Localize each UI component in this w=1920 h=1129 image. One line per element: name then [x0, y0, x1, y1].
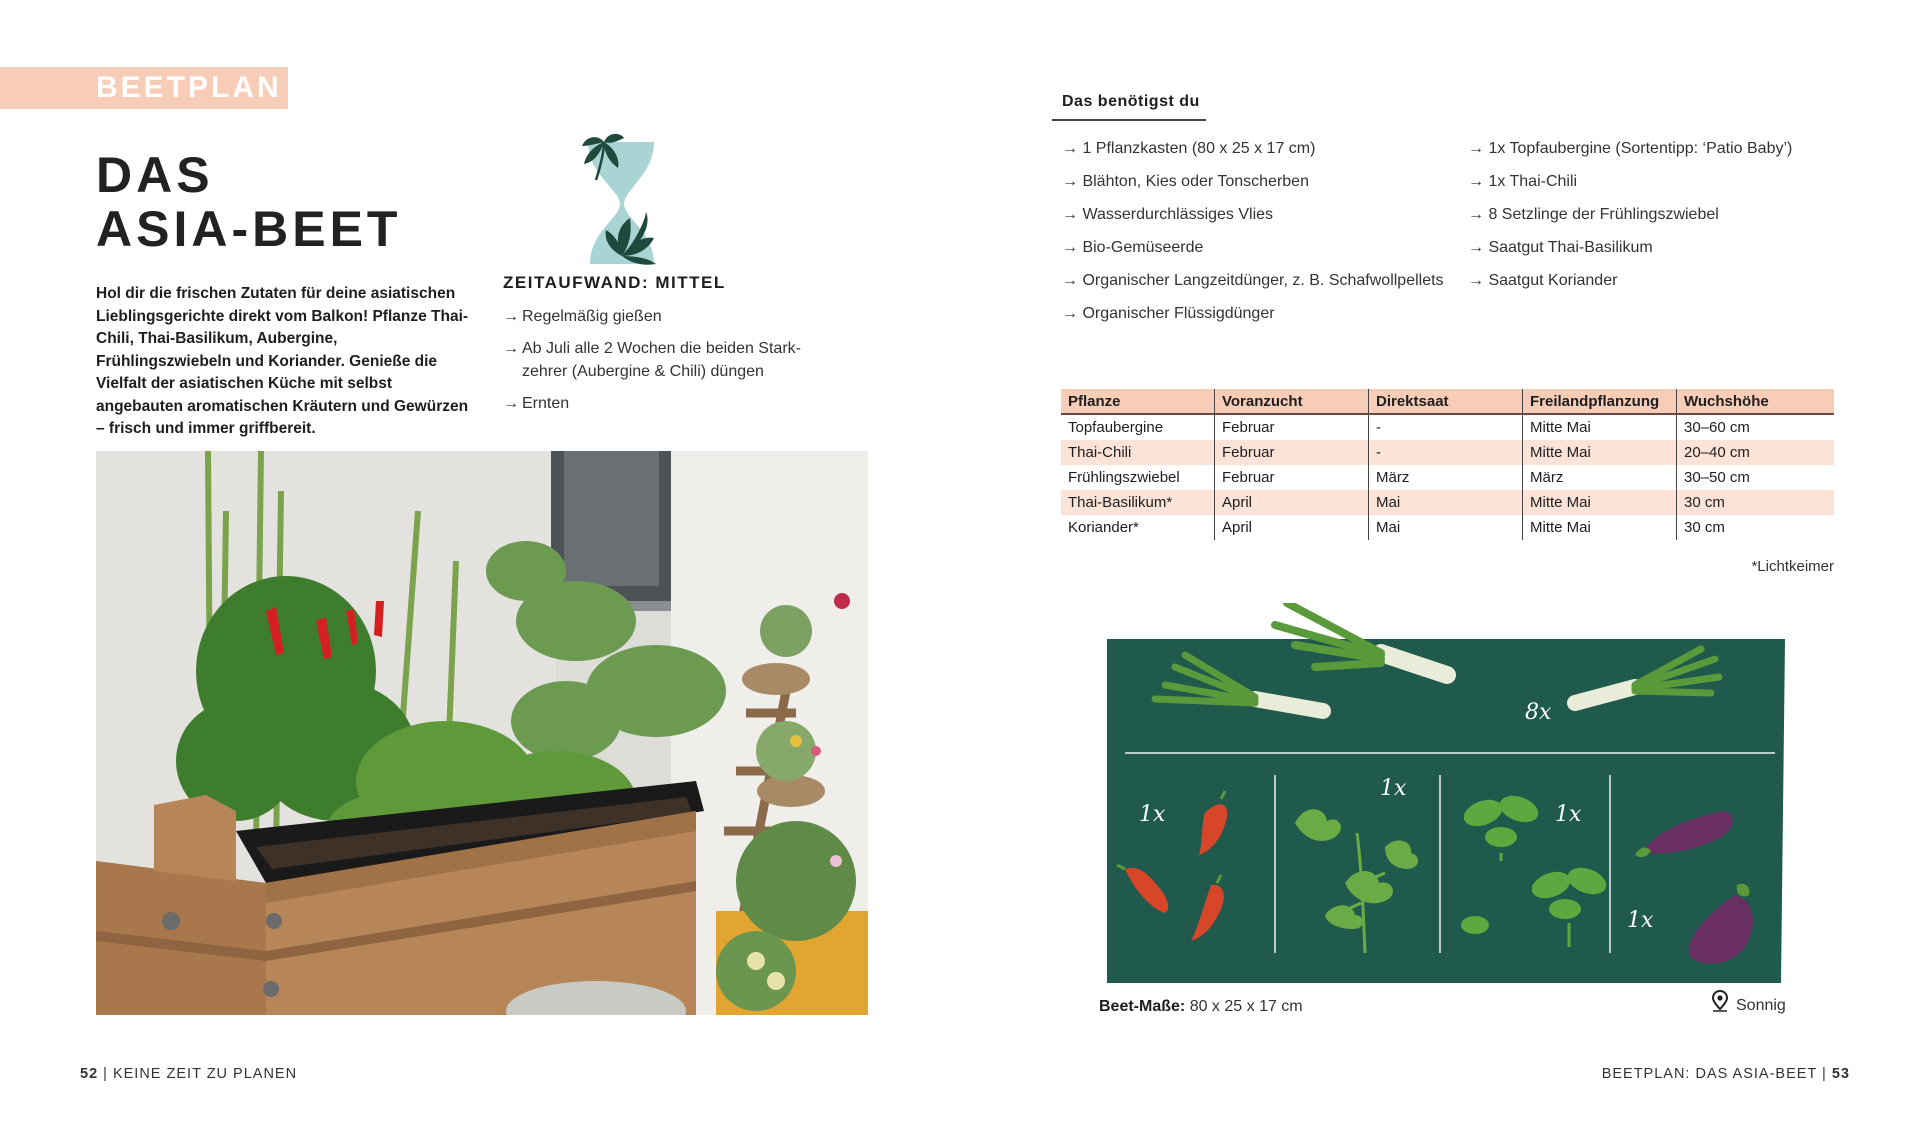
table-row [1061, 440, 1834, 465]
table-cell: 30 cm [1677, 515, 1835, 540]
folio-text: KEINE ZEIT ZU PLANEN [112, 1066, 298, 1082]
table-row [1061, 490, 1834, 515]
list-item: → Saatgut Koriander [1468, 272, 1792, 305]
col-header: Pflanze [1061, 389, 1215, 414]
table-cell: 20–40 cm [1677, 440, 1835, 465]
list-item: → Ernten [503, 392, 833, 415]
sun-location [1712, 990, 1786, 1015]
list-item: → Organischer Flüssigdünger [1062, 305, 1444, 338]
list-item: → 8 Setzlinge der Frühlingszwiebel [1468, 206, 1792, 239]
section-tag [0, 67, 288, 109]
col-header: Voranzucht [1215, 389, 1369, 414]
table-cell: - [1369, 414, 1523, 440]
plant-table [1061, 389, 1834, 540]
list-item: → 1 Pflanzkasten (80 x 25 x 17 cm) [1062, 140, 1444, 173]
list-item: → Organischer Langzeitdünger, z. B. Schafwollpellets [1062, 272, 1444, 305]
list-item: → Ab Juli alle 2 Wochen die beiden Stark-zehrer (Aubergine & Chili) düngen [503, 337, 833, 383]
table-cell: Frühlingszwiebel [1068, 469, 1180, 486]
page-number: 53 [1831, 1066, 1850, 1082]
table-cell: Mitte Mai [1523, 515, 1677, 540]
list-item: → 1x Topfaubergine (Sortentipp: ‘Patio Baby’) [1468, 140, 1792, 173]
table-cell: Mitte Mai [1523, 414, 1677, 440]
bed-plan-illustration [1095, 603, 1795, 983]
table-cell: Februar [1215, 440, 1369, 465]
list-item: → Regelmäßig gießen [503, 305, 833, 328]
table-cell: Koriander* [1068, 519, 1139, 536]
location-pin-icon [1712, 990, 1728, 1012]
table-cell: Mai [1369, 515, 1523, 540]
col-header: Direktsaat [1369, 389, 1523, 414]
bed-dimensions [1099, 998, 1303, 1016]
page-title [96, 148, 476, 256]
table-cell: - [1369, 440, 1523, 465]
table-row [1061, 414, 1834, 440]
list-item: → Saatgut Thai-Basilikum [1468, 239, 1792, 272]
sun-label: Sonnig [1736, 997, 1786, 1014]
table-cell: Mitte Mai [1523, 440, 1677, 465]
table-cell: Mitte Mai [1523, 490, 1677, 515]
col-header: Freilandpflanzung [1523, 389, 1677, 414]
list-item: → Blähton, Kies oder Tonscherben [1062, 173, 1444, 206]
table-cell: April [1215, 515, 1369, 540]
table-footnote: *Lichtkeimer [1751, 558, 1834, 575]
section-tag-label: BEETPLAN [96, 71, 282, 104]
table-cell: April [1215, 490, 1369, 515]
table-cell: Topfaubergine [1068, 419, 1164, 436]
materials-heading: Das benötigst du [1062, 93, 1200, 110]
table-cell: März [1523, 465, 1677, 490]
title-line-1: DAS [96, 147, 214, 203]
intro-text: Hol dir die frischen Zutaten für deine asiatischen Lieblingsgerichte direkt vom Balkon! Pflanze Thai-Chili, Thai-Basilikum, Aubergine, Frühlingszwiebeln und Koriander. Genieße die Vielfalt der asiatischen Küche mit selbst angebauten aromatischen Kräutern und Gewürzen – frisch und immer griffbereit. [96, 285, 469, 437]
page-number: 52 [80, 1066, 99, 1082]
coriander-count-label: 1x [1380, 776, 1407, 801]
table-cell: Thai-Basilikum* [1061, 490, 1215, 515]
table-cell: 30–60 cm [1677, 414, 1835, 440]
list-item: → Wasserdurchlässiges Vlies [1062, 206, 1444, 239]
eggplant-count-label: 1x [1627, 908, 1654, 933]
list-item: → 1x Thai-Chili [1468, 173, 1792, 206]
bed-dims-value: 80 x 25 x 17 cm [1189, 998, 1303, 1015]
basil-count-label: 1x [1555, 802, 1582, 827]
list-item: → Bio-Gemüseerde [1062, 239, 1444, 272]
bed-dims-label: Beet-Maße: [1099, 998, 1186, 1015]
table-header-row [1061, 389, 1834, 414]
zeitaufwand-title: ZEITAUFWAND: MITTEL [503, 273, 726, 292]
title-line-2: ASIA-BEET [96, 201, 402, 257]
zeitaufwand-list [503, 305, 833, 424]
table-row [1061, 515, 1834, 540]
table-cell: Mai [1369, 490, 1523, 515]
table-row [1061, 465, 1834, 490]
materials-list-2 [1468, 140, 1792, 305]
folio-left: 52 | KEINE ZEIT ZU PLANEN [80, 1066, 298, 1082]
table-cell: März [1369, 465, 1523, 490]
table-cell: Februar [1215, 414, 1369, 440]
chili-count-label: 1x [1139, 802, 1166, 827]
planter-photo [96, 451, 868, 1015]
materials-list-1 [1062, 140, 1444, 338]
folio-right: BEETPLAN: DAS ASIA-BEET | 53 [1601, 1066, 1850, 1082]
heading-underline [1052, 119, 1206, 121]
table-cell: Februar [1215, 465, 1369, 490]
onion-count-label: 8x [1525, 700, 1552, 725]
table-cell: Thai-Chili [1061, 440, 1215, 465]
hourglass-icon [574, 132, 674, 272]
col-header: Wuchshöhe [1677, 389, 1835, 414]
table-cell: 30 cm [1677, 490, 1835, 515]
folio-text: BEETPLAN: DAS ASIA-BEET [1601, 1066, 1818, 1082]
table-cell: 30–50 cm [1677, 465, 1835, 490]
